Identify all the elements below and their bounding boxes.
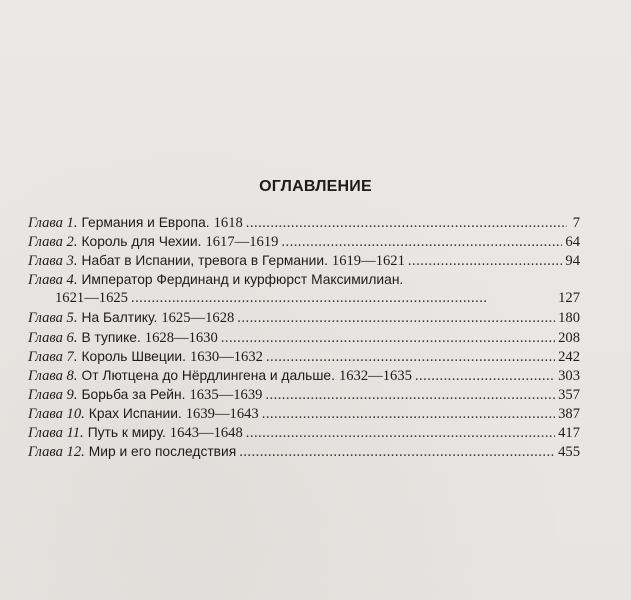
toc-entry-10 [28, 404, 580, 423]
chapter-years: 1619—1621 [331, 253, 405, 270]
chapter-title: В тупике. [81, 329, 141, 345]
toc-entry-8 [28, 366, 580, 385]
toc-entry-6 [28, 328, 580, 347]
page-number: 64 [565, 234, 580, 251]
page-number: 417 [558, 425, 580, 442]
dot-leader [266, 348, 555, 367]
chapter-title: Король Швеции. [81, 348, 186, 364]
toc-entry-12 [28, 442, 580, 461]
chapter-title: Путь к миру. [87, 425, 166, 441]
toc-entry-5 [28, 308, 580, 327]
chapter-label: Глава 2. [28, 234, 78, 251]
dot-leader [408, 252, 563, 271]
chapter-years: 1617—1619 [205, 234, 279, 251]
toc-entry-7 [28, 347, 580, 366]
dot-leader [239, 443, 555, 462]
chapter-years: 1628—1630 [144, 329, 218, 346]
chapter-label: Глава 12. [28, 444, 85, 461]
dot-leader [246, 424, 555, 443]
contents-heading: ОГЛАВЛЕНИЕ [259, 178, 372, 195]
chapter-years: 1625—1628 [161, 310, 235, 327]
chapter-label: Глава 4. [28, 272, 78, 289]
dot-leader [281, 233, 562, 252]
chapter-label: Глава 8. [28, 367, 78, 384]
chapter-label: Глава 11. [28, 425, 84, 442]
toc-entry-3 [28, 251, 580, 270]
chapter-title: Король для Чехии. [81, 234, 202, 250]
page-number: 94 [565, 253, 580, 270]
dot-leader [265, 386, 555, 405]
table-of-contents [28, 213, 580, 461]
chapter-label: Глава 6. [28, 329, 78, 346]
page-number: 180 [558, 310, 580, 327]
chapter-title: Германия и Европа. [81, 215, 210, 230]
toc-entry-11 [28, 423, 580, 442]
chapter-label: Глава 7. [28, 348, 78, 365]
toc-entry-9 [28, 385, 580, 404]
toc-entry-1 [28, 213, 580, 232]
chapter-years: 1635—1639 [189, 386, 263, 403]
dot-leader [246, 214, 567, 233]
chapter-title: Мир и его последствия [88, 444, 237, 460]
chapter-label: Глава 5. [28, 310, 78, 327]
chapter-label: Глава 1. [28, 215, 78, 231]
page-number: 127 [558, 290, 580, 307]
chapter-years: 1621—1625 [55, 290, 128, 307]
page-number: 208 [558, 329, 580, 346]
page-number: 357 [558, 386, 580, 403]
dot-leader [415, 367, 555, 386]
dot-leader [237, 309, 555, 328]
chapter-years: 1639—1643 [185, 405, 259, 422]
chapter-label: Глава 9. [28, 386, 78, 403]
chapter-years: 1618 [213, 215, 243, 231]
chapter-title: Император Фердинанд и курфюрст Максимилиан. [81, 272, 404, 288]
dot-leader [131, 289, 555, 308]
page-number: 303 [558, 367, 580, 384]
page-number: 387 [558, 405, 580, 422]
dot-leader [221, 329, 555, 348]
chapter-title: На Балтику. [81, 310, 158, 326]
dot-leader [262, 405, 555, 424]
toc-entry-4 [28, 270, 580, 308]
chapter-years: 1643—1648 [169, 425, 243, 442]
chapter-title: Набат в Испании, тревога в Германии. [81, 253, 328, 269]
chapter-years: 1632—1635 [338, 367, 412, 384]
chapter-label: Глава 10. [28, 405, 85, 422]
page-number: 242 [558, 348, 580, 365]
chapter-label: Глава 3. [28, 253, 78, 270]
chapter-title: Борьба за Рейн. [81, 386, 186, 402]
chapter-years: 1630—1632 [189, 348, 263, 365]
page-number: 455 [558, 444, 580, 461]
page-number: 7 [572, 215, 580, 231]
chapter-title: Крах Испании. [88, 405, 182, 421]
chapter-title: От Лютцена до Нёрдлингена и дальше. [81, 367, 335, 383]
toc-entry-2 [28, 232, 580, 251]
